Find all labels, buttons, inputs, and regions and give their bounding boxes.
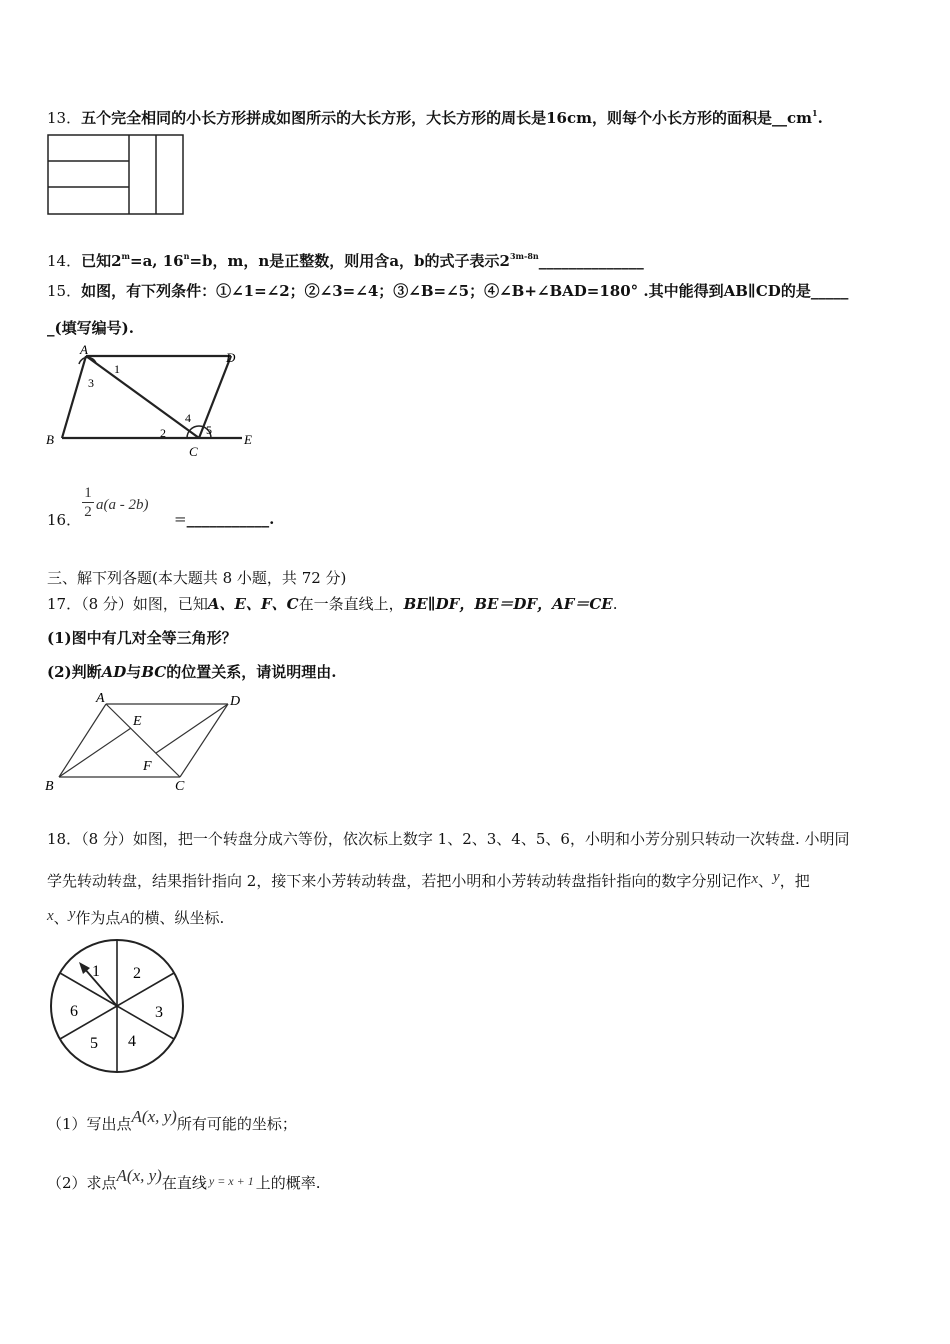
q16-equals: =	[174, 510, 187, 528]
q18-sub1-a: （1）写出点	[47, 1115, 132, 1133]
q18-sub2-c: 上的概率.	[255, 1174, 321, 1192]
q17-parallelogram-figure	[40, 688, 255, 796]
q17-points: A、E、F、C	[207, 595, 299, 613]
q17-sub2-a: (2)判断	[47, 663, 102, 681]
q18-line3c: 的横、纵坐标.	[129, 909, 225, 927]
q17-label-f: F	[143, 759, 152, 774]
q14-e3: 2	[499, 252, 510, 270]
q15-label-1: 1	[114, 362, 120, 376]
q17-conditions: BE∥DF，BE＝DF，AF＝CE	[403, 595, 613, 613]
q13-number: 13．	[47, 109, 82, 127]
q15-label-4: 4	[185, 411, 191, 425]
q17-label-b: B	[45, 779, 54, 794]
q17-subquestion-2	[47, 662, 336, 682]
q17-score: （8 分）	[81, 595, 133, 613]
q13-rectangle-figure	[46, 134, 186, 216]
q13-stem: 五个完全相同的小长方形拼成如图所示的大长方形，大长方形的周长是	[81, 109, 547, 127]
q15-blank: _____	[810, 282, 849, 300]
q15-label-3: 3	[88, 376, 94, 390]
q17-sub2-b: 与	[126, 663, 142, 681]
q18-text-line3	[47, 904, 224, 929]
spinner-label-4: 4	[128, 1033, 136, 1050]
spinner-label-6: 6	[70, 1003, 78, 1020]
q13-unit-sup: 1	[812, 108, 818, 118]
q15-stem-2: 的是	[780, 282, 811, 300]
q14-e1-sup: m	[121, 251, 131, 261]
q15-label-c: C	[189, 444, 198, 459]
q18-sep: 、	[758, 872, 774, 890]
q18-subquestion-1	[47, 1107, 297, 1134]
q13-text	[47, 103, 823, 128]
q13-stem-2: ，则每个小长方形的面积是__	[592, 109, 788, 127]
q16-blank: ___________	[186, 510, 270, 528]
q15-number: 15．	[47, 282, 82, 300]
q15-ab: AB∥CD	[723, 282, 781, 300]
q14-stem: 已知	[81, 252, 112, 270]
q18-number: 18．	[47, 830, 82, 848]
spinner-label-3: 3	[155, 1004, 163, 1021]
q14-e1: 2	[111, 252, 122, 270]
q18-sub2-a: （2）求点	[47, 1174, 117, 1192]
q15-text	[47, 281, 848, 301]
q18-line-equation: y = x + 1	[208, 1174, 254, 1188]
q14-e2: 16	[162, 252, 184, 270]
q16-fraction-numerator: 1	[84, 485, 92, 501]
q15-text-line2: _(填写编号).	[47, 319, 134, 337]
q15-label-d: D	[226, 350, 236, 365]
q18-x-2: x	[47, 908, 54, 924]
q18-line2b: ，把	[779, 872, 810, 890]
q16-end: .	[269, 510, 275, 528]
q15-stem: 如图，有下列条件：①∠1=∠2；②∠3=∠4；③∠B=∠5；④∠B+∠BAD=180° .其中能得到	[81, 282, 724, 300]
q15-label-2: 2	[160, 426, 166, 440]
q17-sub2-c: 的位置关系，请说明理由.	[166, 663, 337, 681]
q14-number: 14．	[47, 252, 82, 270]
q15-parallelogram-figure	[44, 344, 264, 460]
q13-unit: cm	[787, 109, 813, 127]
q17-stem: 如图，已知	[132, 595, 208, 613]
q15-label-b: B	[46, 432, 54, 447]
q18-line2a: 学先转动转盘，结果指针指向 2，接下来小芳转动转盘，若把小明和小芳转动转盘指针指向的数字分别记作	[47, 872, 752, 890]
spinner-label-1: 1	[92, 963, 100, 980]
q14-e1-rest: =a,	[130, 252, 163, 270]
q14-e3-sup: 3m-8n	[509, 251, 539, 261]
q16-fraction-denominator: 2	[84, 504, 92, 520]
q16-answer	[174, 510, 274, 528]
q18-line3a: 、	[53, 909, 69, 927]
q17-label-d: D	[230, 694, 241, 709]
q14-ab: a，b	[389, 252, 425, 270]
q13-perimeter: 16cm	[546, 109, 592, 127]
q14-stem-2: 是正整数，则用含	[269, 252, 390, 270]
q18-text-line1	[47, 829, 849, 849]
q14-text	[47, 246, 644, 271]
q18-point-a-coord: A(x, y)	[131, 1107, 177, 1126]
q18-line1: 如图，把一个转盘分成六等份，依次标上数字 1、2、3、4、5、6，小明和小芳分别只转动一次转盘. 小明同	[132, 830, 850, 848]
q18-point-a-coord-2: A(x, y)	[116, 1166, 162, 1185]
q17-sub2-ad: AD	[101, 663, 127, 681]
q15-label-5: 5	[206, 423, 212, 437]
q13-end: .	[817, 109, 823, 127]
q15-label-a: A	[80, 344, 88, 357]
spinner-label-2: 2	[133, 965, 141, 982]
q18-spinner-figure	[46, 936, 188, 1076]
q18-subquestion-2	[47, 1166, 321, 1193]
q17-number: 17．	[47, 595, 82, 613]
q16-number: 16．	[47, 511, 82, 529]
spinner-pointer	[84, 968, 117, 1006]
q17-subquestion-1: (1)图中有几对全等三角形？	[47, 629, 237, 647]
q16-expression: a(a - 2b)	[96, 497, 149, 513]
q16-fraction	[82, 484, 94, 521]
q14-stem-3: 的式子表示	[424, 252, 500, 270]
q18-x: x	[751, 871, 758, 887]
q18-y: y	[773, 869, 780, 885]
section3-title: 三、解下列各题(本大题共 8 小题，共 72 分)	[47, 569, 347, 587]
q14-blank: ______________	[538, 252, 644, 270]
q14-e2-rest: =b，m，n	[189, 252, 270, 270]
q17-end: .	[612, 595, 618, 613]
q17-text	[47, 594, 618, 614]
q15-label-e: E	[244, 432, 252, 447]
q18-sub2-b: 在直线	[161, 1174, 207, 1192]
q18-score: （8 分）	[81, 830, 133, 848]
q17-sub2-bc: BC	[141, 663, 167, 681]
q18-y-2: y	[68, 906, 76, 922]
q18-sub1-b: 所有可能的坐标；	[176, 1115, 297, 1133]
q18-point-a: A	[120, 911, 130, 927]
q17-label-a: A	[96, 691, 105, 706]
q17-label-e: E	[133, 714, 142, 729]
q17-stem-2: 在一条直线上，	[298, 595, 404, 613]
q18-line3b: 作为点	[75, 909, 121, 927]
q14-e2-sup: n	[183, 251, 190, 261]
q17-label-c: C	[175, 779, 185, 794]
q18-text-line2	[47, 867, 810, 891]
spinner-label-5: 5	[90, 1035, 98, 1052]
